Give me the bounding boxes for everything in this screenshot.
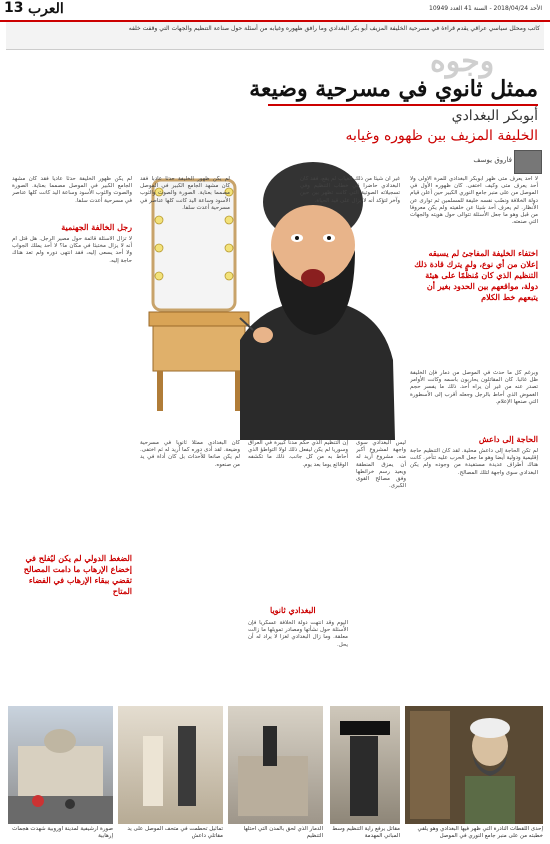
dateline: الأحد 2018/04/24 - السنة 41 العدد 10949 [429, 5, 542, 12]
body-col-right-mid: وبرغم كل ما حدث في الموصل من دمار فإن الخليفة ظل غائبا. كان المقاتلون يحاربون باسمه وكانت الأوامر تصدر عنه من غير أن يراه أحد. ذلك ما يفسر حجم الغموض الذي أحاط بالرجل وجعله أقرب إلى الأسطورة التي صنعها الإعلام. [410, 370, 538, 405]
body-col-left-top: لم يكن ظهور الخليفة حدثا عاديا فقد كان مشهد الجامع الكبير في الموصل مصمما بعناية. الصورة والصوت والثوب الأسود وساعة اليد كانت كلها عناصر في مسرحية أعدت سلفا. [12, 176, 132, 204]
body-col-right-bottom: لم تكن الحاجة إلى داعش محلية. لقد كان التنظيم حاجة إقليمية ودولية أيضا وهو ما جعل الحرب عليه تتأخر. كانت هناك أطراف عديدة مستفيدة من وجوده ولم يكن البغدادي سوى واجهة لتلك المصالح. [410, 448, 538, 476]
caption-fighter: مقاتل يرفع راية التنظيم وسط المباني المهدمة [332, 826, 400, 839]
section-title: وجوه [430, 44, 495, 79]
headline-rule [268, 104, 538, 106]
subhead-need-for-isis: الحاجة إلى داعش [478, 434, 538, 444]
photo-ruins [228, 706, 323, 824]
body-col-left-inner: لم يكن ظهور الخليفة حدثا عاديا فقد كان مشهد الجامع الكبير في الموصل مصمما بعناية. الصورة والصوت والثوب الأسود وساعة اليد كانت كلها عناصر في مسرحية أعدت سلفا. [140, 176, 230, 211]
author-avatar [514, 150, 542, 174]
hand [253, 327, 273, 343]
page-number: 13 [4, 0, 24, 16]
teaser-strip: كاتب ومحلل سياسي عراقي يقدم قراءة في مسرحية الخليفة المزيف أبو بكر البغدادي وما رافق ظهوره وغيابه من أسئلة حول صناعة التنظيم والجهات التي وقفت خلفه [6, 22, 544, 50]
caption-statues: تماثيل تحطمت في متحف الموصل على يد مقاتلي داعش [127, 826, 223, 839]
caption-city: صورة أرشيفية لمدينة أوروبية شهدت هجمات إرهابية [12, 826, 113, 839]
subtitle-name: أبوبكر البغدادي [451, 108, 538, 124]
pull-quote: اختفاء الخليفة المفاجئ لم يسبقه إعلان من أي نوع، ولم يترك قادة ذلك التنظيم الذي كان مُنظَّمًا على هيئة دولة، مواقعهم بين الحدود بغير أن يتبعهم خط الكلام [414, 248, 538, 302]
photo-statues [118, 706, 223, 824]
subhead-baghdadi-secondary: البغدادي ثانويا [270, 605, 316, 615]
body-col-bottom-3: اليوم وقد انتهت دولة الخلافة عسكريا فإن الأسئلة حول نشأتها ومصادر تمويلها ما زالت معلقة. وما زال البغدادي لغزا لا يراد له أن يحل. [248, 620, 348, 648]
photo-fighter [330, 706, 400, 824]
paper-logo: العرب [28, 1, 64, 17]
body-col-right-top: لا أحد يعرف متى ظهر أبوبكر البغدادي للمرة الأولى ولا أحد يعرف متى وكيف اختفى. كان ظهوره الأول في الموصل من على منبر جامع النوري الكبير حين أعلن قيام دولة الخلافة ونصّب نفسه خليفة للمسلمين ثم توارى عن الأنظار. لم يعرف أحد شيئا عن خلفيته ولم يكن معروفا من قبل وهو ما جعل الأسئلة تتوالى حول هويته والجهات التي صنعته. [410, 176, 538, 226]
caption-portrait: إحدى اللقطات النادرة التي ظهر فيها البغدادي وهو يلقي خطبته من على منبر جامع النوري في الموصل [417, 826, 543, 839]
pull-quote-2: الضغط الدولي لم يكن ليُفلح في إخضاع الإرهاب ما دامت المصالح تقضي ببقاء الإرهاب في الفضاء المتاح [23, 553, 132, 596]
body-col-left-mid: لا تزال الأسئلة قائمة حول مصير الرجل. هل قتل أم أنه لا يزال مختبئا في مكان ما؟ لا أحد يملك الجواب ولا أحد يسعى إليه، فقد انتهى دوره ولم تعد هناك حاجة إليه. [12, 236, 132, 264]
body-col-bottom-1: كان البغدادي ممثلا ثانويا في مسرحية وضيعة. لقد أدى دوره كما أريد له ثم اختفى. لم يكن صانعا للأحداث بل كان أداة في يد من صنعوه. [140, 440, 240, 468]
author-name: فاروق يوسف [473, 156, 512, 164]
body-col-mid-top: غير أن شيئا من ذلك الغياب لم يقع، فقد كان البغدادي حاضرا في خطاب التنظيم وفي تسجيلاته الصوتية التي كانت تظهر بين حين وآخر لتؤكد أنه لا يزال على قيد الحياة. [300, 176, 400, 204]
photo-portrait [405, 706, 543, 824]
caption-ruins: الدمار الذي لحق بالمدن التي احتلها التنظيم [243, 826, 323, 839]
body-col-bottom-4: ليس البغدادي سوى واجهة لمشروع أكبر منه. مشروع أريد له أن يمزق المنطقة ويعيد رسم خرائطها وفق مصالح القوى الكبرى. [356, 440, 406, 490]
subtitle-tagline: الخليفة المزيف بين ظهوره وغيابه [345, 128, 538, 144]
body-col-bottom-2: إن التنظيم الذي حكم مدنا كبيرة في العراق وسوريا لم يكن ليفعل ذلك لولا التواطؤ الذي أحاط به من كل جانب. ذلك ما تكشفه الوقائع يوما بعد يوم. [248, 440, 348, 468]
subhead-hellish-man: رجل الخالفة الجهنمية [61, 222, 132, 232]
headline: ممثل ثانوي في مسرحية وضيعة [249, 76, 538, 102]
photo-city [8, 706, 113, 824]
